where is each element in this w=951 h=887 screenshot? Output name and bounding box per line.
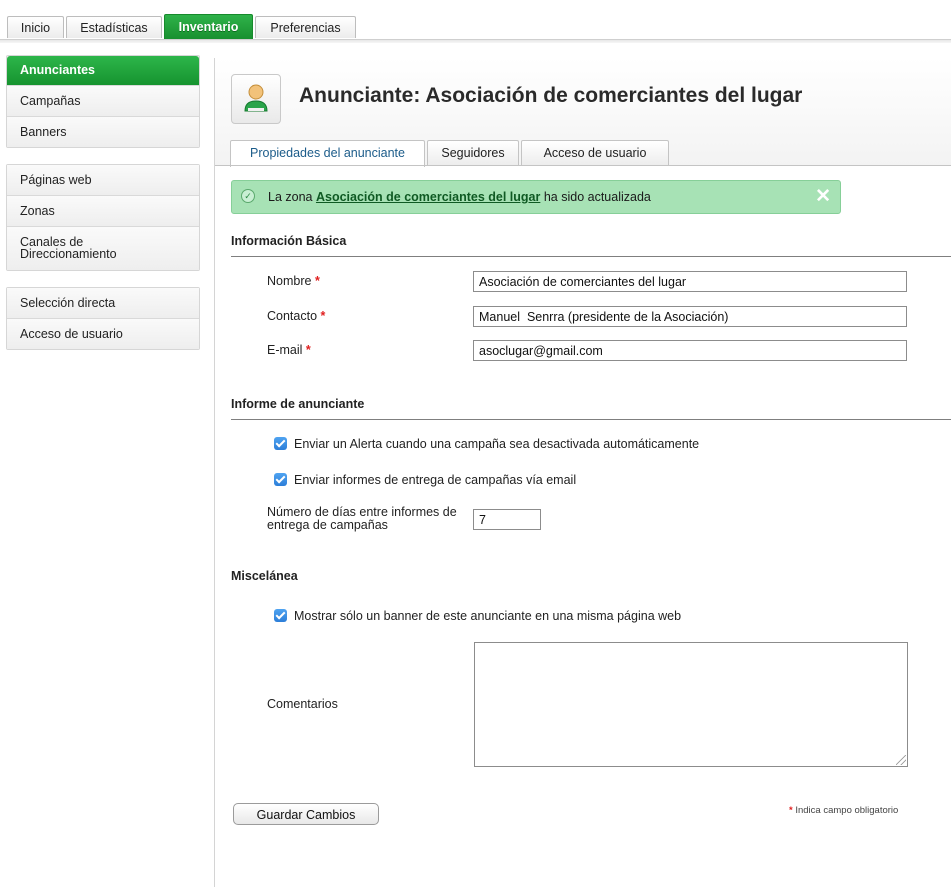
sidebar-item-paginas-web[interactable]: Páginas web — [7, 165, 199, 195]
required-note — [789, 805, 898, 816]
email-label-text: E-mail — [267, 343, 303, 357]
contact-input[interactable] — [473, 306, 907, 327]
name-input[interactable] — [473, 271, 907, 292]
main-panel — [214, 58, 951, 887]
required-asterisk: * — [320, 309, 326, 323]
success-alert — [231, 180, 841, 214]
sidebar-item-canales-line1: Canales de — [20, 235, 84, 249]
top-tabs-baseline — [0, 39, 951, 43]
section-divider — [231, 419, 951, 420]
section-title-report: Informe de anunciante — [231, 397, 365, 411]
section-divider — [231, 256, 951, 257]
sidebar-item-canales-line2: Direccionamiento — [20, 247, 117, 261]
tab-estadisticas[interactable]: Estadísticas — [66, 16, 162, 38]
advertiser-person-icon — [231, 74, 281, 124]
tab-inicio[interactable]: Inicio — [7, 16, 64, 38]
one-banner-row — [274, 609, 681, 623]
report-days-label — [267, 506, 457, 532]
top-navigation — [0, 0, 951, 42]
section-title-misc: Miscelánea — [231, 569, 298, 583]
one-banner-label: Mostrar sólo un banner de este anunciante en una misma página web — [294, 609, 682, 623]
close-icon[interactable]: ✕ — [815, 186, 831, 207]
page-title: Anunciante: Asociación de comerciantes del lugar — [299, 84, 803, 107]
tab-inventario[interactable]: Inventario — [164, 14, 253, 39]
sidebar — [6, 55, 200, 366]
report-days-label-line2: entrega de campañas — [267, 518, 388, 532]
contact-label-text: Contacto — [267, 309, 318, 323]
tab-preferencias[interactable]: Preferencias — [255, 16, 356, 38]
sidebar-item-anunciantes[interactable]: Anunciantes — [7, 56, 199, 85]
one-banner-checkbox[interactable] — [274, 609, 287, 622]
alert-on-deactivate-checkbox[interactable] — [274, 437, 287, 450]
alert-suffix: ha sido actualizada — [543, 190, 651, 204]
report-days-input[interactable] — [473, 509, 541, 530]
sidebar-item-seleccion-directa[interactable]: Selección directa — [7, 288, 199, 318]
sidebar-item-campanas[interactable]: Campañas — [7, 85, 199, 116]
email-reports-row — [274, 473, 576, 487]
email-input[interactable] — [473, 340, 907, 361]
page-header — [215, 58, 951, 166]
email-reports-checkbox[interactable] — [274, 473, 287, 486]
name-label-text: Nombre — [267, 274, 312, 288]
sidebar-item-banners[interactable]: Banners — [7, 116, 199, 147]
contact-label — [267, 309, 325, 323]
sidebar-item-acceso-usuario[interactable]: Acceso de usuario — [7, 318, 199, 349]
sidebar-item-zonas[interactable]: Zonas — [7, 195, 199, 226]
tab-acceso-usuario[interactable]: Acceso de usuario — [521, 140, 669, 166]
alert-on-deactivate-label: Enviar un Alerta cuando una campaña sea desactivada automáticamente — [294, 437, 700, 451]
required-asterisk: * — [305, 343, 311, 357]
required-asterisk: * — [314, 274, 320, 288]
comments-textarea[interactable] — [474, 642, 908, 767]
check-circle-icon: ✓ — [241, 189, 255, 203]
required-asterisk: * — [789, 805, 793, 816]
email-label — [267, 343, 311, 357]
report-days-label-line1: Número de días entre informes de — [267, 505, 457, 519]
alert-message — [268, 190, 651, 204]
comments-label: Comentarios — [267, 697, 338, 711]
name-label — [267, 274, 320, 288]
alert-on-deactivate-row — [274, 437, 699, 451]
alert-link[interactable]: Asociación de comerciantes del lugar — [315, 190, 541, 204]
sidebar-group-access — [6, 287, 200, 350]
save-button[interactable]: Guardar Cambios — [233, 803, 379, 825]
required-note-text: Indica campo obligatorio — [795, 805, 899, 816]
sidebar-group-sites — [6, 164, 200, 271]
alert-prefix: La zona — [268, 190, 313, 204]
section-title-basic: Información Básica — [231, 234, 347, 248]
sidebar-group-ads — [6, 55, 200, 148]
sidebar-item-canales[interactable] — [7, 226, 199, 270]
resize-handle-icon[interactable] — [896, 755, 906, 765]
sub-tabs-baseline — [215, 165, 951, 166]
email-reports-label: Enviar informes de entrega de campañas vía email — [294, 473, 577, 487]
tab-propiedades-anunciante[interactable]: Propiedades del anunciante — [230, 140, 425, 167]
tab-seguidores[interactable]: Seguidores — [427, 140, 519, 166]
